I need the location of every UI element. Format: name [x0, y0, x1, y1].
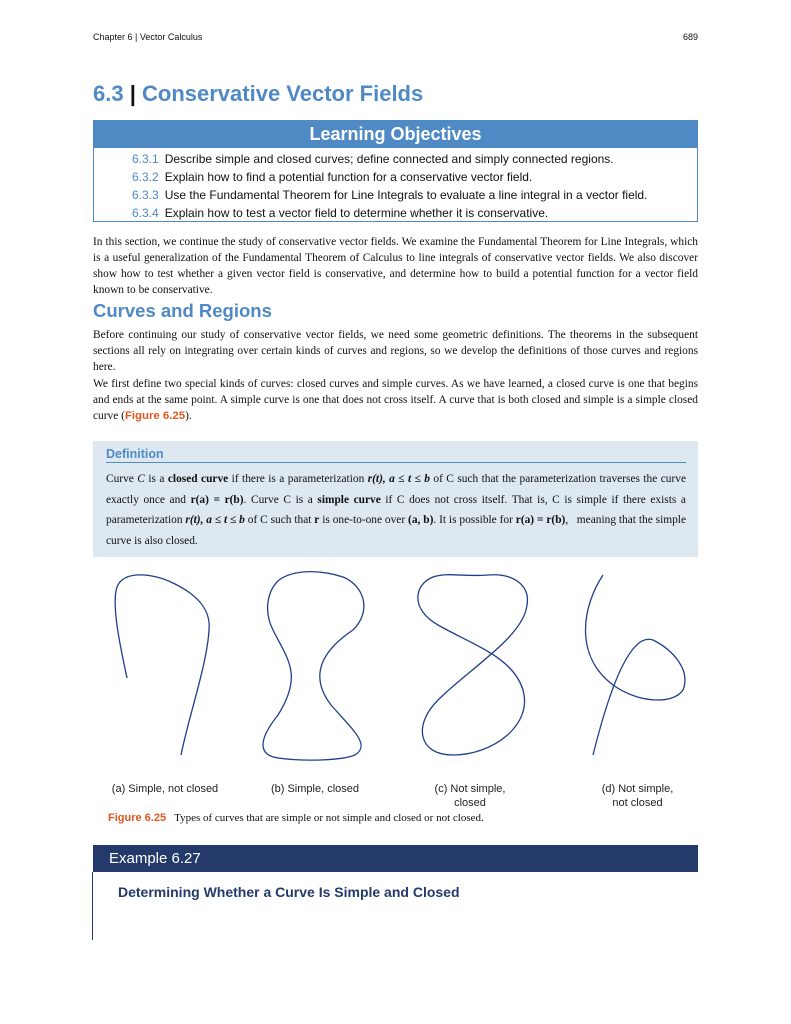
objective-item	[132, 186, 697, 204]
section-number: 6.3	[93, 81, 124, 106]
paragraph-text: We first define two special kinds of curves: closed curves and simple curves. As we have learned, a closed curve is one that begins and ends at the same point. A simple curve is one that does not cross itself. A curve that is both closed and simple is a simple closed curve (	[93, 378, 698, 422]
example-border	[92, 872, 93, 940]
definition-text-fragment: r(t), a ≤ t ≤ b	[367, 473, 430, 485]
objective-text: Describe simple and closed curves; define connected and simply connected regions.	[164, 152, 614, 166]
definition-text-fragment: meaning that the simple curve is also closed.	[106, 514, 687, 547]
objective-number: 6.3.3	[132, 188, 159, 202]
definition-text-fragment: is one-to-one over	[319, 514, 409, 526]
definition-text-fragment: of C such that	[244, 514, 315, 526]
page-number: 689	[682, 32, 698, 42]
definition-text-fragment	[185, 514, 244, 526]
definition-text-fragment: (a, b)	[408, 514, 434, 526]
definition-text-fragment	[368, 473, 430, 485]
curve-c	[418, 575, 528, 755]
subsection-heading: Curves and Regions	[93, 300, 272, 321]
objective-item	[132, 150, 697, 168]
definition-text-fragment: C	[137, 473, 145, 485]
objective-number: 6.3.2	[132, 170, 159, 184]
caption-b: (b) Simple, closed	[270, 783, 360, 795]
caption-a: (a) Simple, not closed	[111, 783, 219, 795]
definition-text-fragment: r	[314, 514, 320, 526]
objective-text: Use the Fundamental Theorem for Line Integrals to evaluate a line integral in a vector field.	[164, 188, 648, 202]
section-title-text: Conservative Vector Fields	[142, 81, 424, 106]
definition-text-fragment: r(a) = r(b)	[515, 514, 566, 526]
title-separator: |	[129, 81, 136, 106]
definition-text-fragment: r(t), a ≤ t ≤ b	[185, 514, 245, 526]
definition-text-fragment: if there is a parameterization	[228, 473, 368, 485]
definition-text-fragment: . It is possible for	[433, 514, 516, 526]
running-header-chapter: Chapter 6 | Vector Calculus	[93, 32, 203, 42]
definition-box	[93, 441, 698, 557]
figure-label: Figure 6.25	[108, 812, 167, 824]
definition-text-fragment: is a	[144, 473, 168, 485]
example-header	[93, 845, 698, 872]
paragraph: Before continuing our study of conservative vector fields, we need some geometric definitions. The theorems in the subsequent sections all rely on integrating over certain kinds of curves and regions, so we develop the definitions of those curves and regions here.	[93, 329, 698, 373]
definition-title: Definition	[106, 447, 686, 463]
definition-text-fragment: if C does not cross itself. That is, C is simple if there exists a parameterization	[106, 493, 686, 526]
definition-text-fragment: . Curve C is a	[243, 493, 318, 506]
definition-text: Curve C is a closed curve if there is a parameterization r(t), a ≤ t ≤ b of C such that the parameterization traverses the curve exactly once and r(a) = r(b). Curve C is a simple curve if C does not cross itself. That is, C is simple if there exists a parameterization r(t), a ≤ t ≤ b of C such that r is one-to-one over (a, b). It is possible for r(a) = r(b), meaning that the simple curve is also closed.	[106, 473, 687, 547]
curve-d	[586, 575, 685, 755]
objective-number: 6.3.1	[132, 152, 159, 166]
curve-a	[115, 575, 209, 755]
curves-figure	[93, 565, 703, 765]
objective-number: 6.3.4	[132, 206, 159, 220]
figure-caption	[108, 812, 484, 824]
caption-c: (c) Not simple, closed	[434, 783, 506, 809]
paragraph	[93, 376, 698, 424]
definition-text-fragment: simple curve	[317, 493, 381, 506]
learning-objectives-box	[93, 120, 698, 222]
objective-text: Explain how to test a vector field to determine whether it is conservative.	[164, 206, 549, 220]
example-label: Example 6.27	[109, 850, 201, 867]
paragraph-text: ).	[185, 410, 192, 422]
caption-d: (d) Not simple, not closed	[601, 783, 674, 809]
definition-text-fragment: Curve	[106, 473, 138, 485]
section-title	[93, 81, 423, 107]
example-title: Determining Whether a Curve Is Simple and Closed	[118, 884, 460, 900]
learning-objectives-title: Learning Objectives	[94, 121, 697, 148]
curve-b	[263, 572, 364, 760]
figure-link[interactable]: Figure 6.25	[124, 410, 186, 422]
objective-item	[132, 168, 697, 186]
objective-item	[132, 204, 697, 222]
figure-caption-text: Types of curves that are simple or not simple and closed or not closed.	[174, 812, 484, 824]
definition-text-fragment: of C such that the parameterization traverses the curve exactly once and	[106, 473, 687, 506]
objective-text: Explain how to find a potential function for a conservative vector field.	[164, 170, 533, 184]
definition-text-fragment: r(a) = r(b)	[190, 493, 244, 506]
intro-paragraph: In this section, we continue the study of conservative vector fields. We examine the Fundamental Theorem for Line Integrals, which is a useful generalization of the Fundamental Theorem of Calculus to line integrals of conservative vector fields. We also discover show how to test whether a given vector field is conservative, and determine how to build a potential function for a vector field known to be conservative.	[93, 236, 698, 296]
definition-text-fragment: closed curve	[167, 473, 229, 485]
